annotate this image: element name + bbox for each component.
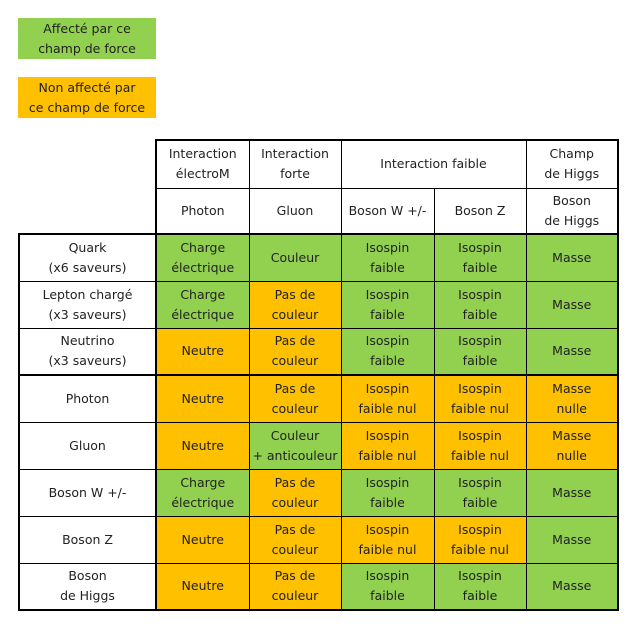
table-row xyxy=(19,469,618,516)
interaction-header-text: Interaction forte xyxy=(261,146,329,182)
property-cell xyxy=(526,328,618,375)
property-cell-text: Isospin faible nul xyxy=(451,521,509,557)
row-label-text: Lepton chargé (x3 saveurs) xyxy=(42,286,133,322)
boson-header xyxy=(156,188,249,234)
property-cell-text: Pas de couleur xyxy=(271,286,319,322)
property-cell xyxy=(526,469,618,516)
interaction-header xyxy=(526,140,618,188)
boson-header xyxy=(341,188,434,234)
property-cell-text: Masse xyxy=(552,249,592,265)
property-cell xyxy=(341,281,434,328)
property-cell-text: Neutre xyxy=(181,437,224,453)
property-cell xyxy=(434,422,526,469)
property-cell xyxy=(249,469,341,516)
property-cell-text: Masse xyxy=(552,484,592,500)
row-label-text: Photon xyxy=(65,390,110,406)
property-cell xyxy=(434,469,526,516)
property-cell xyxy=(434,516,526,563)
property-cell xyxy=(526,281,618,328)
table-row xyxy=(19,375,618,422)
property-cell-text: Masse xyxy=(552,531,592,547)
boson-header xyxy=(249,188,341,234)
legend-affected-label xyxy=(38,19,136,59)
property-cell xyxy=(249,516,341,563)
property-cell xyxy=(156,375,249,422)
property-cell-text: Isospin faible xyxy=(458,474,502,510)
property-cell xyxy=(341,516,434,563)
table-row xyxy=(19,516,618,563)
boson-header-text: Gluon xyxy=(276,202,314,218)
property-cell-text: Isospin faible xyxy=(365,239,410,275)
property-cell-text: Isospin faible xyxy=(458,568,502,604)
property-cell xyxy=(249,375,341,422)
property-cell-text: Isospin faible xyxy=(458,239,502,275)
legend-not-affected-label xyxy=(29,78,145,118)
property-cell xyxy=(526,516,618,563)
property-cell-text: Masse xyxy=(552,578,592,594)
property-cell-text: Charge électrique xyxy=(171,286,235,322)
header-row-interactions xyxy=(19,140,618,188)
boson-header-text: Boson de Higgs xyxy=(544,192,600,228)
row-label xyxy=(19,422,156,469)
property-cell-text: Isospin faible xyxy=(365,286,410,322)
property-cell xyxy=(249,234,341,281)
property-cell xyxy=(249,422,341,469)
property-cell xyxy=(156,469,249,516)
property-cell xyxy=(526,422,618,469)
row-label-text: Quark (x6 saveurs) xyxy=(48,239,127,275)
property-cell xyxy=(341,469,434,516)
corner-blank xyxy=(19,140,156,234)
property-cell-text: Charge électrique xyxy=(171,239,235,275)
boson-header xyxy=(434,188,526,234)
property-cell-text: Isospin faible nul xyxy=(358,380,417,416)
property-cell-text: Isospin faible xyxy=(458,286,502,322)
legend-not-affected-line: Non affecté par xyxy=(38,79,136,95)
table-row xyxy=(19,234,618,281)
legend-affected-line: Affecté par ce xyxy=(43,20,131,36)
property-cell-text: Masse xyxy=(552,296,592,312)
property-cell-text: Isospin faible xyxy=(458,333,502,369)
property-cell-text: Isospin faible nul xyxy=(451,380,509,416)
row-label xyxy=(19,328,156,375)
property-cell xyxy=(526,234,618,281)
legend-not-affected xyxy=(18,77,156,118)
row-label-text: Boson W +/- xyxy=(48,484,127,500)
property-cell xyxy=(341,375,434,422)
row-label-text: Boson de Higgs xyxy=(60,568,115,604)
row-label xyxy=(19,281,156,328)
force-field-table xyxy=(18,139,619,611)
property-cell-text: Pas de couleur xyxy=(271,380,319,416)
property-cell xyxy=(156,328,249,375)
row-label-text: Boson Z xyxy=(62,531,113,547)
property-cell-text: Neutre xyxy=(181,343,224,359)
property-cell xyxy=(156,422,249,469)
interaction-header-text: Champ de Higgs xyxy=(544,146,600,182)
property-cell-text: Isospin faible xyxy=(365,474,410,510)
property-cell-text: Masse nulle xyxy=(552,427,592,463)
property-cell xyxy=(249,328,341,375)
property-cell xyxy=(249,281,341,328)
table-row xyxy=(19,328,618,375)
property-cell-text: Pas de couleur xyxy=(271,521,319,557)
interaction-header xyxy=(156,140,249,188)
property-cell-text: Isospin faible nul xyxy=(358,427,417,463)
property-cell-text: Isospin faible nul xyxy=(358,521,417,557)
interaction-header-text: Interaction faible xyxy=(380,156,487,172)
property-cell xyxy=(249,563,341,610)
table-row xyxy=(19,563,618,610)
boson-header-text: Boson W +/- xyxy=(348,202,427,218)
property-cell xyxy=(156,563,249,610)
row-label xyxy=(19,234,156,281)
row-label xyxy=(19,375,156,422)
row-label xyxy=(19,516,156,563)
boson-header-text: Photon xyxy=(180,202,225,218)
property-cell-text: Pas de couleur xyxy=(271,333,319,369)
property-cell xyxy=(341,328,434,375)
property-cell-text: Isospin faible xyxy=(365,568,410,604)
table-row xyxy=(19,281,618,328)
property-cell-text: Charge électrique xyxy=(171,474,235,510)
property-cell xyxy=(341,234,434,281)
property-cell-text: Pas de couleur xyxy=(271,474,319,510)
property-cell xyxy=(434,281,526,328)
property-cell-text: Couleur + anticouleur xyxy=(252,427,338,463)
property-cell-text: Couleur xyxy=(270,249,320,265)
property-cell xyxy=(434,328,526,375)
property-cell-text: Masse xyxy=(552,343,592,359)
legend-not-affected-line: ce champ de force xyxy=(28,99,146,115)
table-row xyxy=(19,422,618,469)
property-cell xyxy=(341,563,434,610)
row-label-text: Neutrino (x3 saveurs) xyxy=(48,333,127,369)
property-cell-text: Isospin faible nul xyxy=(451,427,509,463)
property-cell-text: Masse nulle xyxy=(552,380,592,416)
property-cell xyxy=(434,234,526,281)
boson-header-text: Boson Z xyxy=(454,202,506,218)
boson-header xyxy=(526,188,618,234)
legend-affected-line: champ de force xyxy=(38,40,136,56)
property-cell xyxy=(526,375,618,422)
property-cell-text: Neutre xyxy=(181,531,224,547)
property-cell-text: Neutre xyxy=(181,390,224,406)
interaction-header-text: Interaction électroM xyxy=(168,146,237,182)
row-label-text: Gluon xyxy=(69,437,106,453)
row-label xyxy=(19,563,156,610)
property-cell xyxy=(341,422,434,469)
property-cell xyxy=(526,563,618,610)
property-cell xyxy=(156,516,249,563)
property-cell xyxy=(434,563,526,610)
property-cell-text: Neutre xyxy=(181,578,224,594)
legend-affected xyxy=(18,18,156,59)
property-cell xyxy=(156,234,249,281)
property-cell xyxy=(434,375,526,422)
property-cell xyxy=(156,281,249,328)
row-label xyxy=(19,469,156,516)
property-cell-text: Isospin faible xyxy=(365,333,410,369)
interaction-header xyxy=(249,140,341,188)
interaction-header xyxy=(341,140,526,188)
property-cell-text: Pas de couleur xyxy=(271,568,319,604)
